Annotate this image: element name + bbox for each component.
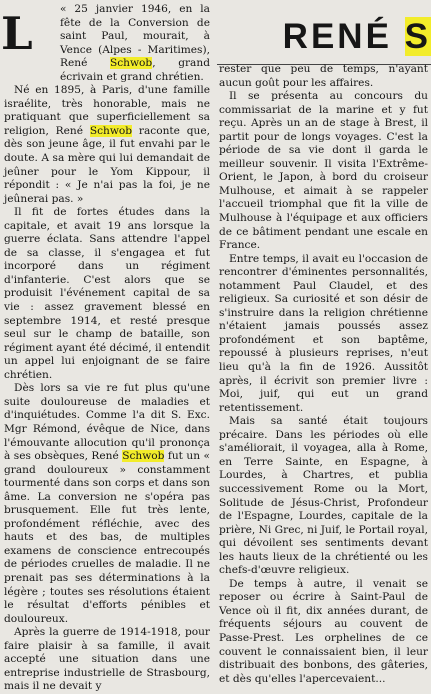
headline <box>283 19 431 55</box>
highlighted-name: Schwob <box>109 57 153 70</box>
right-column <box>219 63 428 685</box>
article-paragraph: Après la guerre de 1914-1918, pour faire plaisir à sa famille, il avait accepté une situation dans une entreprise industrielle de Strasbourg, mais il ne devait y <box>4 626 210 693</box>
article-paragraph: Dès lors sa vie re fut plus qu'une suite douloureuse de maladies et d'inquiétudes. Comme l'a dit S. Exc. Mgr Rémond, évêque de Nice, dans l'émouvante allocution qu'il prononça à ses obsèques, René Schwob fut un « grand douloureux » constamment tourmenté dans son corps et dans son âme. La conversion ne s'opéra pas brusquement. Elle fut très lente, profondément réfléchie, avec des hauts et des bas, de multiples examens de conscience entrecoupés de périodes cruelles de maladie. Il ne prenait pas ses déterminations à la légère ; toutes ses résolutions étaient le résultat d'efforts pénibles et douloureux. <box>4 382 211 625</box>
article-paragraph: rester que peu de temps, n'ayant aucun goût pour les affaires. <box>219 63 428 89</box>
highlighted-name: Schwob <box>89 124 133 137</box>
headline-highlight: S <box>404 17 431 56</box>
highlighted-name: Schwob <box>122 450 165 463</box>
article-paragraph: Entre temps, il avait eu l'occasion de rencontrer d'éminentes personnalités, notamment Paul Claudel, et des religieux. Sa curiosité et son désir de s'instruire dans la religion chrétienne n'étaient jamais poussés assez profondément et son baptême, repoussé à plusieurs reprises, n'eut lieu qu'à la fin de 1926. Aussitôt après, il écrivit son premier livre : Moi, juif, qui eut un grand retentissement. <box>219 252 428 414</box>
drop-cap: L <box>1 7 33 60</box>
article-paragraph: Né en 1895, à Paris, d'une famille israélite, très honorable, mais ne pratiquant que superficiellement sa religion, René Schwob raconte que, dès son jeune âge, il fut envahi par le doute. A sa mère qui lui demandait de jeûner pour le Yom Kippour, il répondit : « Je n'ai pas la foi, je ne jeûnerai pas. » <box>4 84 210 205</box>
article-paragraph: « 25 janvier 1946, en la fête de la Conversion de saint Paul, mourait, à Vence (Alpes - Maritimes), René Schwob, grand écrivain et grand chrétien. <box>60 3 210 83</box>
article-paragraph: Il fit de fortes études dans la capitale, et avait 19 ans lorsque la guerre éclata. Sans attendre l'appel de sa classe, il s'engagea et fut incorporé dans un régiment d'infanterie. C'est alors que se produisit l'événement capital de sa vie : assez gravement blessé en septembre 1914, et resté presque seul sur le champ de bataille, son régiment ayant été décimé, il entendit un appel lui enjoignant de se faire chrétien. <box>4 206 210 381</box>
article-paragraph: De temps à autre, il venait se reposer ou écrire à Saint-Paul de Vence où il fit, dix années durant, de fréquents séjours au couvent de Passe-Prest. Les orphelines de ce couvent le connaissaient bien, il leur distribuait des bonbons, des gâteries, et dès qu'elles l'apercevaient... <box>219 577 428 685</box>
article-paragraph: Mais sa santé était toujours précaire. Dans les périodes où elle s'améliorait, il voyagea, alla à Rome, en Terre Sainte, en Espagne, à Lourdes, à Chartres, et publia successivement Rome ou la Mort, Solitude de Jésus-Christ, Profondeur de l'Espagne, Lourdes, capitale de la prière, Ni Grec, ni Juif, le Portail royal, qui dévoilent ses sentiments devant les hauts lieux de la chrétienté ou les chefs-d'œuvre religieux. <box>219 415 428 577</box>
left-column <box>4 0 211 693</box>
headline-text: RENÉ <box>282 17 405 56</box>
article-paragraph: Il se présenta au concours du commissariat de la marine et y fut reçu. Après un an de stage à Brest, il partit pour de longs voyages. C'est la période de sa vie dont il garda le meilleur souvenir. Il visita l'Extrême-Orient, le Japon, à bord du croiseur Mulhouse, et aimait à se rappeler l'accueil triomphal que fit la ville de Mulhouse à l'équipage et aux officiers de ce bâtiment pendant une escale en France. <box>219 90 428 252</box>
